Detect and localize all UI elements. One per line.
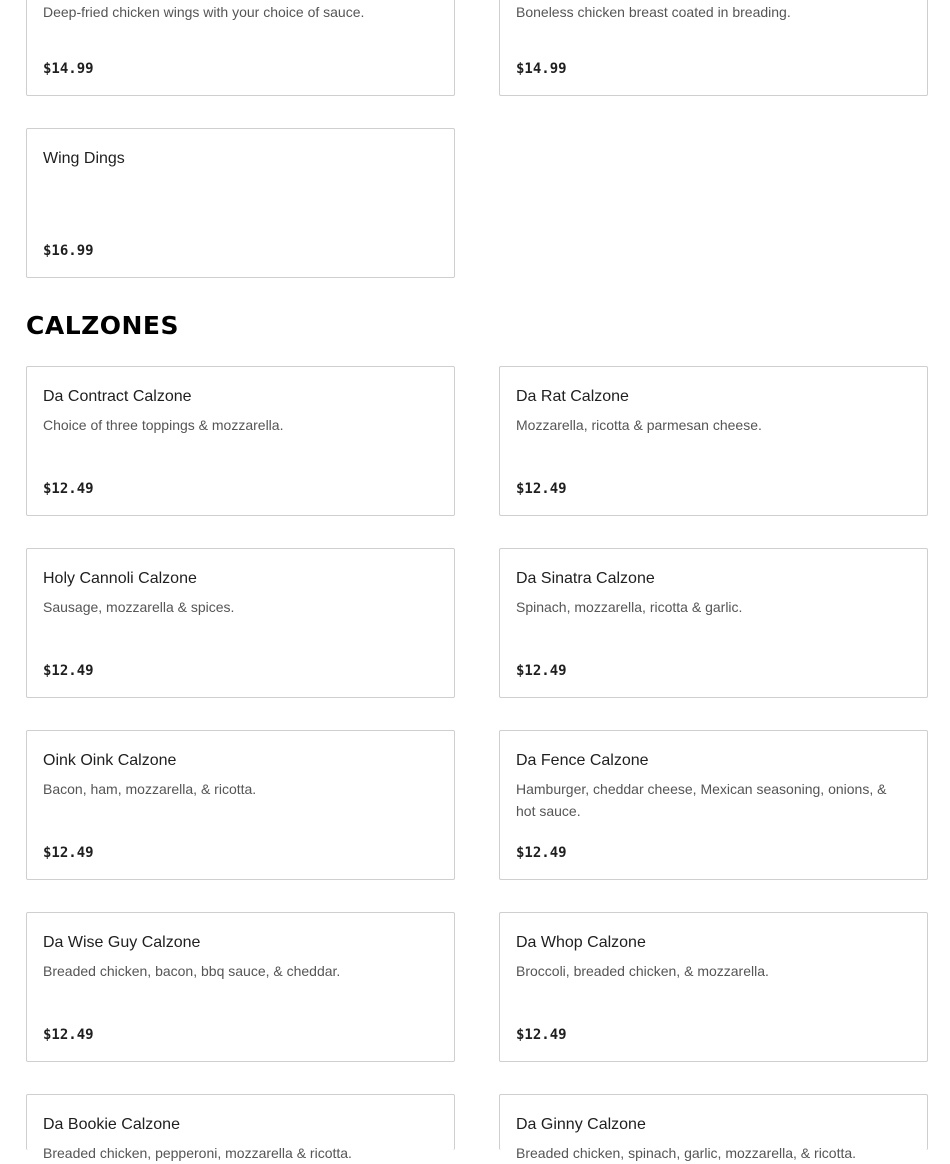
menu-item-description: Boneless chicken breast coated in breading. [516,4,791,20]
menu-item-card[interactable] [26,912,455,1062]
menu-item-price: $12.49 [516,845,567,861]
menu-item-description: Breaded chicken, pepperoni, mozzarella & ricotta. [43,1145,352,1161]
menu-item-description: Broccoli, breaded chicken, & mozzarella. [516,963,769,979]
menu-item-name: Holy Cannoli Calzone [43,570,197,587]
menu-item-price: $14.99 [43,61,94,77]
menu-item-price: $12.49 [43,663,94,679]
menu-item-card[interactable] [26,366,455,516]
menu-item-card[interactable] [26,730,455,880]
menu-item-price: $12.49 [43,845,94,861]
menu-item-name: Da Ginny Calzone [516,1116,646,1133]
menu-item-price: $12.49 [516,663,567,679]
menu-item-card[interactable] [499,548,928,698]
menu-item-card[interactable] [499,730,928,880]
menu-item-price: $14.99 [516,61,567,77]
menu-item-description: Breaded chicken, bacon, bbq sauce, & cheddar. [43,963,341,979]
menu-item-card[interactable] [26,1094,455,1161]
section-title: CALZONES [26,311,180,340]
menu-item-price: $16.99 [43,243,94,259]
menu-item-description: Sausage, mozzarella & spices. [43,599,235,615]
menu-item-name: Da Rat Calzone [516,388,629,405]
menu-item-card[interactable] [26,0,455,96]
menu-item-name: Da Bookie Calzone [43,1116,180,1133]
menu-item-name: Da Whop Calzone [516,934,646,951]
menu-item-name: Da Fence Calzone [516,752,649,769]
menu-item-card[interactable] [499,0,928,96]
menu-item-description: Choice of three toppings & mozzarella. [43,417,284,433]
menu-item-card[interactable] [499,912,928,1062]
menu-item-name: Da Sinatra Calzone [516,570,655,587]
menu-item-card[interactable] [26,128,455,278]
menu-item-price: $12.49 [43,1027,94,1043]
menu-item-description: Breaded chicken, spinach, garlic, mozzarella, & ricotta. [516,1145,857,1161]
menu-item-card[interactable] [26,548,455,698]
menu-item-card[interactable] [499,366,928,516]
menu-item-description: Spinach, mozzarella, ricotta & garlic. [516,599,743,615]
menu-item-name: Da Contract Calzone [43,388,192,405]
menu-item-name: Oink Oink Calzone [43,752,177,769]
menu-item-description: Mozzarella, ricotta & parmesan cheese. [516,417,762,433]
menu-item-name: Wing Dings [43,150,125,167]
menu-item-card[interactable] [499,1094,928,1161]
menu-item-price: $12.49 [43,481,94,497]
menu-item-price: $12.49 [516,481,567,497]
menu-item-description: Deep-fried chicken wings with your choice of sauce. [43,4,365,20]
menu-item-description: Hamburger, cheddar cheese, Mexican seasoning, onions, & hot sauce. [516,781,887,819]
menu-item-price: $12.49 [516,1027,567,1043]
menu-item-description: Bacon, ham, mozzarella, & ricotta. [43,781,257,797]
menu-item-name: Da Wise Guy Calzone [43,934,201,951]
